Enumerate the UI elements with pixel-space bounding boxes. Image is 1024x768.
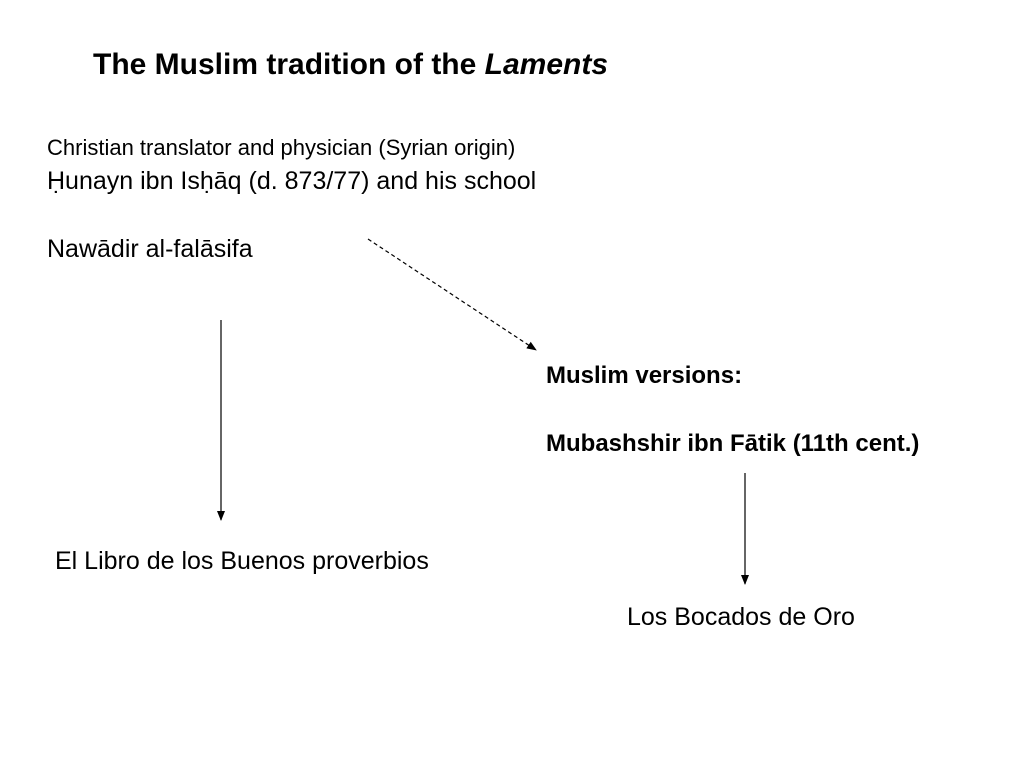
- translator-name: Ḥunayn ibn Isḥāq (d. 873/77) and his school: [47, 167, 537, 195]
- muslim-versions-heading: Muslim versions:: [546, 362, 743, 389]
- slide-title-prefix: The Muslim tradition of the: [93, 48, 485, 81]
- slide-title-italic: Laments: [484, 48, 609, 81]
- slide-title: [93, 50, 608, 80]
- muslim-versions-author: Mubashshir ibn Fātik (11th cent.): [546, 430, 920, 457]
- translator-description: Christian translator and physician (Syrian origin): [47, 135, 516, 160]
- dashed-arrow-to-muslim-versions: [368, 239, 536, 350]
- derived-work-left-label: El Libro de los Buenos proverbios: [55, 547, 429, 575]
- derived-work-right-label: Los Bocados de Oro: [627, 603, 855, 631]
- source-work-label: Nawādir al-falāsifa: [47, 235, 253, 263]
